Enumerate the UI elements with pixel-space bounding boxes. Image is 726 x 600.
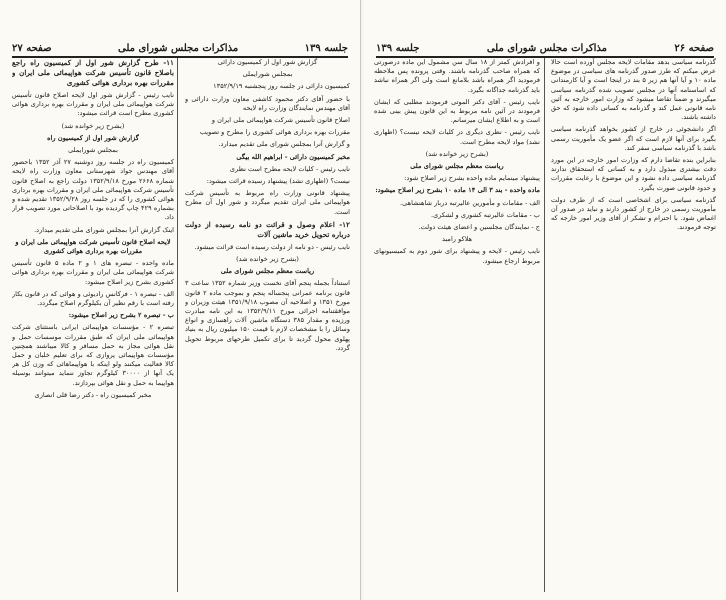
right-page-header: [376, 36, 714, 58]
column-divider: [544, 58, 545, 592]
letter-addressee: ریاست معظم مجلس شورای ملی: [410, 162, 504, 171]
report-addressee: بمجلس شورایملی: [242, 70, 293, 79]
paragraph: کمیسیون راه در جلسه روز دوشنبه ۲۷ آذر ۱۳۵۲ باحضور آقای مهندس جواد شهرستانی معاون وزارت راه لایحه شماره ۲۶۶۸ مورخ ۱۳۵۲/۹/۱۸ دولت راجع به اصلاح قانون تأسیس شرکت هواپیمائی ملی ایران و مقررات بهره برداری هوائی کشوری را که در جلسه روز ۱۳۵۲/۹/۲۸ تقدیم شده و بشماره ۴۲۹ چاپ گردیده بود با اصلاحاتی مورد تصویب قرار داد.: [12, 158, 174, 222]
list-item: ج - نمایندگان مجلسین و اعضای هیئت دولت.: [418, 223, 540, 232]
paragraph: الف - تبصره ۱ - فرکانس رادیوئی و هوائی که در قانون بکار رفته است با رقم نظیر آن بکیلوگرم اصلاح میگردد.: [12, 289, 174, 308]
article-text: ماده واحده - بند ۳ الی ۱۴ ماده ۱۰ بشرح زیر اصلاح میشود:: [375, 186, 540, 195]
right-page-column-left: [374, 58, 540, 594]
left-page-column-right: [185, 58, 350, 594]
read-note: (بشرح زیر خوانده شد): [236, 255, 299, 264]
report-title: گزارش شور اول از کمیسیون دارائی: [217, 58, 318, 66]
paragraph: نایب رئیس - کلیات لایحه مطرح است نظری: [229, 164, 350, 173]
left-page-session: جلسه ۱۳۹: [304, 43, 348, 54]
left-page-number: صفحه ۲۷: [12, 43, 52, 54]
report-title: گزارش شور اول از کمیسیون راه: [47, 133, 139, 142]
paragraph: نایب رئیس - گزارش شور اول لایحه اصلاح قانون تأسیس شرکت هواپیمائی ملی ایران و مقررات بهره برداری هوائی کشوری مطرح است قرائت میشود:: [12, 91, 174, 118]
letter-addressee: ریاست معظم مجلس شورای ملی: [220, 267, 315, 276]
right-page-number: صفحه ۲۶: [674, 43, 714, 54]
paragraph: استناداً بجمله پنجم آقای نخست وزیر شماره ۱۳۵۲ ساعت ۳ قانون برنامه عمرانی پنجساله پنجم و بموجب ماده ۲ قانون مورخ ۱۳۵۱ و اصلاحیه آن مصوب ۱۳۵۱/۹/۱۸ هیئت وزیران و موافقتنامه اجرائی مورخ ۱۳۵۲/۹/۱۱ به این نامه مبادرت ورزیده و مقدار ۳۸۵ دستگاه ماشین آلات راهسازی و انواع وسائل را با مشخصات لازم با قیمت ۱۵۰ میلیون ریال به بنیاد پهلوی محول گردید تا برای تکمیل طرحهای مربوط تحویل گردد.: [185, 279, 350, 352]
paragraph: کمیسیون دارائی در جلسه روز پنجشنبه ۱۳۵۲/۹/۱۹: [213, 82, 350, 91]
paragraph: مقررات بهره برداری هوائی کشوری را مطرح و تصویب: [199, 128, 350, 137]
list-item: الف - مقامات و مأمورین عالیرتبه دربار شاهنشاهی.: [400, 198, 540, 207]
right-page-session: جلسه ۱۳۹: [376, 43, 420, 54]
read-note: (بشرح زیر خوانده شد): [425, 149, 489, 158]
paragraph: بنابراین بنده تقاضا دارم که وزارت امور خارجه در این مورد دقت بیشتری مبذول دارد و به کسانی که استحقاق ندارند گذرنامه سیاسی داده نشود و این موضوع با رعایت مقررات و حدود قانونی صورت بگیرد.: [551, 156, 716, 192]
paragraph: اصلاح قانون تأسیس شرکت هواپیمائی ملی ایران و: [211, 116, 350, 125]
list-item: ب - مقامات عالیرتبه کشوری و لشکری.: [431, 210, 540, 219]
paragraph: اینک گزارش آنرا بمجلس شورای ملی تقدیم میدارد.: [34, 225, 174, 234]
paragraph: پیشنهاد قانونی وزارت راه مربوط به تأسیس شرکت هواپیمائی ملی ایران تقدیم میگردد و شور اول آن مطرح است.: [185, 189, 350, 216]
paragraph: نیست؟ (اظهاری نشد) پیشنهاد رسیده قرائت میشود:: [206, 177, 350, 186]
paragraph: با حضور آقای دکتر محمود کاشفی معاون وزارت دارائی و آقای مهندس نمایندگان وزارت راه لایحه: [185, 94, 350, 112]
paragraph: نایب رئیس - دو نامه از دولت رسیده است قرائت میشود.: [194, 242, 350, 251]
right-page-column-right: [551, 58, 716, 594]
paragraph: پیشنهاد مینمایم ماده واحده بشرح زیر اصلاح شود:: [404, 174, 540, 183]
left-page-header: [12, 36, 348, 58]
paragraph: و افرادش کمتر از ۱۸ سال سن مشمول این ماده درصورتی که همراه صاحب گذرنامه باشند. وقتی پرونده پس ملاحظه فرمودید اگر همراه باشد بلامانع است ولی اگر همراه نباشد باید گذرنامه جداگانه بگیرد.: [374, 58, 540, 94]
right-page: [364, 0, 726, 600]
rapporteur: مخبر کمیسیون دارائی - ابراهیم الله بیگی: [236, 152, 350, 161]
column-divider: [177, 58, 178, 592]
left-page-title: مذاکرات مجلس شورای ملی: [118, 43, 239, 54]
paragraph: نایب رئیس - نظری دیگری در کلیات لایحه نیست؟ (اظهاری نشد) مواد لایحه مطرح است.: [374, 128, 540, 146]
left-page: [0, 0, 361, 600]
paragraph: تبصره ۲ - مؤسسات هواپیمائی ایرانی باستثنای شرکت هواپیمائی ملی ایران که طبق مقررات موسسات حمل و نقل هوائی مجاز به حمل مسافر و کالا میباشند همچنین مؤسسات هواپیمائی پروازی که برای تعلیم خلبان و حمل کالا فعالیت میکنند ولو اینکه با هواپیماهائی که وزن کل هر یک آنها از ۳۰۰۰۰ کیلوگرم تجاوز ننماید میتوانند بوسیله هواپیما به حمل و نقل هوائی بپردازند.: [12, 323, 174, 387]
paragraph: و گزارش آنرا بمجلس شورای ملی تقدیم میدارد.: [218, 140, 350, 149]
paragraph: نایب رئیس - لایحه و پیشنهاد برای شور دوم به کمیسیونهای مربوط ارجاع میشود.: [374, 247, 540, 265]
paragraph: گذرنامه سیاسی برای اشخاصی است که از طرف دولت مأموریت رسمی در خارج از کشور دارند و نباید در صدور آن اغماض شود. با احترام و تشکر از آقای وزیر امور خارجه که توجه فرمودند.: [551, 195, 716, 232]
left-page-column-left: [12, 58, 174, 594]
signatory: هلاکو رامبد: [441, 235, 473, 244]
rapporteur: مخبر کمیسیون راه - دکتر رضا قلی انصاری: [34, 390, 152, 399]
section-heading-12: ۱۲- اعلام وصول و قرائت دو نامه رسیده از دولت درباره تحویل خرید ماشین آلات: [185, 219, 350, 239]
paragraph: ب - تبصره ۲ بشرح زیر اصلاح میشود:: [68, 311, 174, 320]
report-addressee: بمجلس شورایملی: [68, 146, 118, 155]
section-heading-11: ۱۱- طرح گزارش شور اول از کمیسیون راه راجع باصلاح قانون تأسیس شرکت هواپیمائی ملی ایران و مقررات بهره برداری هوائی کشوری: [12, 58, 174, 87]
paragraph: نایب رئیس - آقای دکتر الموتی فرمودند مطلبی که ایشان فرمودند در آئین نامه مربوط به این قانون پیش بینی شده است و به اطلاع ایشان میرسانم.: [374, 97, 540, 125]
bill-title: لایحه اصلاح قانون تأسیس شرکت هواپیمائی ملی ایران و مقررات بهره برداری هوائی کشوری: [15, 237, 171, 256]
paragraph: ماده واحده - تبصره های ۱ و ۲ ماده ۵ قانون تأسیس شرکت هواپیمائی ملی ایران و مقررات بهره برداری هوائی کشوری بشرح زیر اصلاح میشود:: [12, 259, 174, 286]
paragraph: گذرنامه سیاسی بدهد مقامات لایحه مجلس آورده است حالا عرض میکنم که طرز صدور گذرنامه های سیاسی در موضوع ماده ۱۰ و آیا آنها هم زیر ۵ بند در اینجا است و آیا کارمندانی که اساسنامه آنها در مجلس تصویب شده گذرنامه سیاسی میگیرند و ضمناً تقاضا میشود که وزارت امور خارجه به آئین نامه قانونی عمل کند و گذرنامه به کسانی داده شود که حق داشته باشند.: [551, 58, 716, 122]
right-page-title: مذاکرات مجلس شورای ملی: [486, 43, 607, 54]
read-note: (بشرح زیر خوانده شد): [61, 121, 125, 130]
paragraph: اگر دانشجوئی در خارج از کشور بخواهد گذرنامه سیاسی بگیرد برای آنها لازم است که اگر عضو یک مأموریت رسمی باشد با گذرنامه سیاسی سفر کند.: [551, 125, 716, 152]
